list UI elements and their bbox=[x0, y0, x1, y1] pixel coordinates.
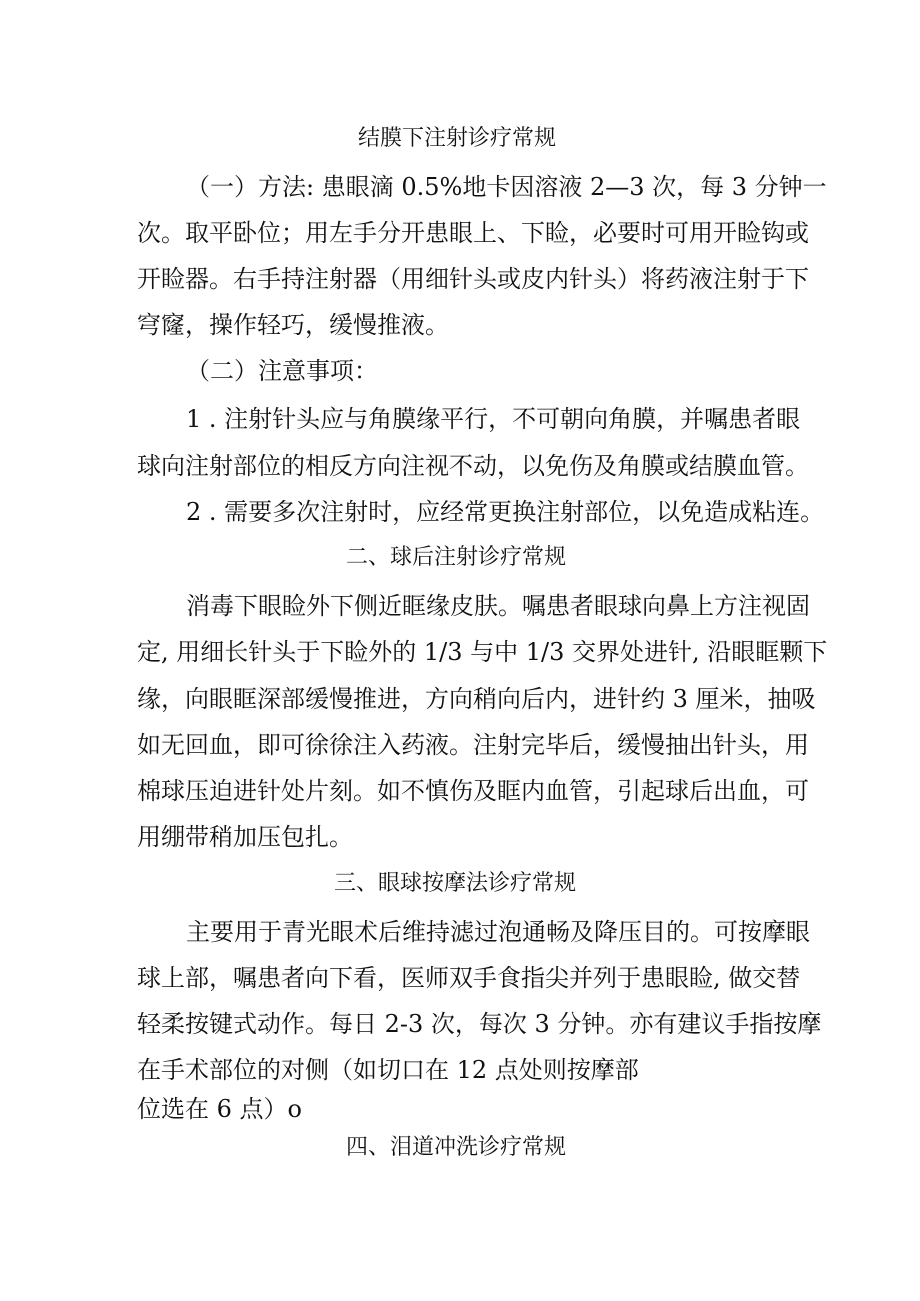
paragraph-line: 位选在 6 点）o bbox=[137, 1095, 302, 1123]
paragraph-line: 球上部，嘱患者向下看，医师双手食指尖并列于患眼睑, 做交替 bbox=[137, 964, 801, 992]
paragraph-line: 轻柔按键式动作。每日 2-3 次，每次 3 分钟。亦有建议手指按摩 bbox=[137, 1010, 822, 1038]
paragraph-line: 如无回血，即可徐徐注入药液。注射完毕后，缓慢抽出针头，用 bbox=[137, 731, 809, 759]
paragraph-line: （一）方法: 患眼滴 0.5%地卡因溶液 2—3 次，每 3 分钟一 bbox=[186, 173, 827, 201]
paragraph-line: 缘，向眼眶深部缓慢推进，方向稍向后内，进针约 3 厘米，抽吸 bbox=[137, 685, 816, 713]
paragraph-line: 用绷带稍加压包扎。 bbox=[137, 823, 353, 851]
paragraph-line: 棉球压迫进针处片刻。如不慎伤及眶内血管，引起球后出血，可 bbox=[137, 777, 809, 805]
paragraph-line: 2 . 需要多次注射时，应经常更换注射部位，以免造成粘连。 bbox=[186, 498, 825, 526]
paragraph-line: 球向注射部位的相反方向注视不动，以免伤及角膜或结膜血管。 bbox=[137, 452, 809, 480]
section-title: 三、眼球按摩法诊疗常规 bbox=[334, 871, 577, 896]
paragraph-line: 1 . 注射针头应与角膜缘平行，不可朝向角膜，并嘱患者眼 bbox=[186, 405, 801, 433]
paragraph-line: 主要用于青光眼术后维持滤过泡通畅及降压目的。可按摩眼 bbox=[186, 918, 810, 946]
paragraph-line: 开睑器。右手持注射器（用细针头或皮内针头）将药液注射于下 bbox=[137, 265, 809, 293]
paragraph-line: 定, 用细长针头于下睑外的 1/3 与中 1/3 交界处进针, 沿眼眶颗下 bbox=[137, 638, 828, 666]
paragraph-line: 消毒下眼睑外下侧近眶缘皮肤。嘱患者眼球向鼻上方注视固 bbox=[186, 592, 810, 620]
section-title: 结膜下注射诊疗常规 bbox=[358, 126, 557, 151]
paragraph-line: 次。取平卧位；用左手分开患眼上、下睑，必要时可用开睑钩或 bbox=[137, 219, 809, 247]
paragraph-line: 穹窿，操作轻巧，缓慢推液。 bbox=[137, 311, 449, 339]
paragraph-line: （二）注意事项： bbox=[186, 357, 378, 385]
paragraph-line: 在手术部位的对侧（如切口在 12 点处则按摩部 bbox=[137, 1056, 639, 1084]
section-title: 二、球后注射诊疗常规 bbox=[346, 545, 567, 570]
section-title: 四、泪道冲洗诊疗常规 bbox=[346, 1135, 567, 1160]
